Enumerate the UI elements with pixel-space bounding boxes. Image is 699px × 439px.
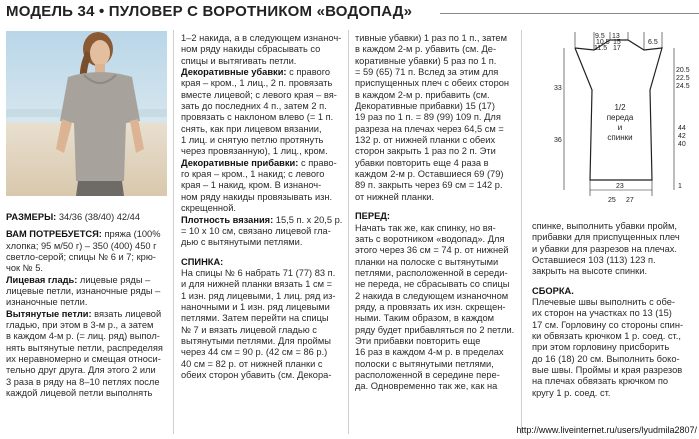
column-3 bbox=[355, 33, 514, 393]
diagram-bottom-label: 25 bbox=[608, 197, 616, 204]
c3-text-11: убавки повторить еще 4 раза в bbox=[355, 157, 489, 168]
inc-text-3: ном ряду накиды провязывать изн. bbox=[181, 191, 333, 202]
diagram-bottom-label: 27 bbox=[626, 197, 634, 204]
column-divider bbox=[348, 30, 349, 434]
back-label: СПИНКА: bbox=[181, 256, 224, 267]
diagram-top-label: 6.5 bbox=[648, 39, 658, 46]
front-text-11: 16 раз в каждом 4-м р. в пределах bbox=[355, 347, 504, 358]
front-text-10: Эти прибавки повторить еще bbox=[355, 335, 481, 346]
diagram-left-label: 33 bbox=[554, 85, 562, 92]
back-text-7: через 44 см = 90 р. (42 см = 86 р.) bbox=[181, 347, 328, 358]
diagram-top-label: 11.5 bbox=[594, 45, 608, 52]
front-text-12: полоски с вытянутыми петлями, bbox=[355, 358, 494, 369]
smooth-text-1: лицевые петли, изнаночные ряды – bbox=[6, 286, 161, 297]
intro-text-1: ном ряду накиды сбрасывать со bbox=[181, 44, 321, 55]
c3-text-2: коративные убавки) 5 раз по 1 п. bbox=[355, 55, 497, 66]
assembly-text-5: до 16 (18) 20 см. Выполнить боко- bbox=[532, 353, 680, 364]
front-text-8: ными. Таким образом, в каждом bbox=[355, 313, 495, 324]
back-text-1: и для нижней планки вязать 1 см = bbox=[181, 279, 333, 290]
assembly-text-7: на плечах обвязать крючком по bbox=[532, 376, 669, 387]
intro-text-0: 1–2 накида, а в следующем изнаноч- bbox=[181, 33, 342, 43]
diagram-panel-label-line: 1/2 bbox=[614, 103, 626, 112]
density-label: Плотность вязания: bbox=[181, 214, 274, 225]
watermark-url[interactable]: http://www.liveinternet.ru/users/lyudmila2807/ bbox=[516, 425, 697, 435]
diagram-top-label: 9.5 bbox=[595, 33, 605, 40]
assembly-text-4: при этом горловину присборить bbox=[532, 342, 670, 353]
loops-text-5: тельно друг друга. Для этого 2 или bbox=[6, 365, 156, 376]
smooth-text-0: лицевые ряды – bbox=[77, 274, 151, 285]
diagram-top-label: 17 bbox=[613, 45, 621, 52]
assembly-text-2: 17 см. Горловину со стороны спин- bbox=[532, 319, 684, 330]
front-text-13: расположенной в середине пере- bbox=[355, 369, 500, 380]
diagram-right-label: 20.5 bbox=[676, 67, 690, 74]
density-text-2: дью с вытянутыми петлями. bbox=[181, 237, 303, 248]
back-text-4: петлями. Затем перейти на спицы bbox=[181, 313, 329, 324]
model-photo bbox=[6, 31, 167, 196]
dec-text-4: провязать с наклоном влево (= 1 п. bbox=[181, 112, 334, 123]
c4-text-2: и убавки для разрезов на плечах. bbox=[532, 243, 678, 254]
c3-text-3: = 59 (65) 71 п. Вслед за этим для bbox=[355, 67, 499, 78]
diagram-top-label: 10.5 bbox=[596, 39, 610, 46]
needs-text-0: пряжа (100% bbox=[101, 229, 161, 240]
c4-text-4: закрыть на высоте спинки. bbox=[532, 266, 648, 277]
density-text-1: = 10 х 10 см, связано лицевой гла- bbox=[181, 225, 331, 236]
c3-text-5: в каждом 2-м р. прибавить (см. bbox=[355, 89, 490, 100]
dec-text-3: зать до последних 4 п., затем 2 п. bbox=[181, 101, 327, 112]
column-4 bbox=[532, 221, 683, 399]
diagram-right-label: 1 bbox=[678, 183, 682, 190]
front-text-5: не переда, не сбрасывать со спицы bbox=[355, 279, 510, 290]
loops-text-2: в каждом 4-м р. (= лиц. ряд) выпол- bbox=[6, 331, 160, 342]
sizes-value: 34/36 (38/40) 42/44 bbox=[58, 212, 141, 222]
assembly-text-1: их сторон на участках по 13 (15) bbox=[532, 308, 672, 319]
front-text-14: да. Одновременно так же, как на bbox=[355, 381, 498, 392]
assembly-text-6: вые швы. Проймы и края разрезов bbox=[532, 365, 683, 376]
needs-line-0 bbox=[6, 229, 163, 240]
diagram-right-label: 44 bbox=[678, 125, 686, 132]
smooth-text-2: изнаночные петли. bbox=[6, 297, 88, 308]
intro-text-2: спицы и вытягивать петли. bbox=[181, 55, 297, 66]
front-text-6: 2 накида в следующем изнаночном bbox=[355, 290, 509, 301]
page-header bbox=[0, 0, 699, 26]
photo-illustration bbox=[6, 31, 167, 196]
loops-text-4: их неравномерно и смещая относи- bbox=[6, 354, 161, 365]
c3-text-1: в каждом 2-м р. убавить (см. Де- bbox=[355, 44, 497, 55]
inc-line-0 bbox=[181, 158, 342, 169]
front-text-9: ряду будет прибавляться по 2 петли. bbox=[355, 324, 515, 335]
back-text-0: На спицы № 6 набрать 71 (77) 83 п. bbox=[181, 267, 336, 278]
c3-text-9: 132 р. от нижней планки с обеих bbox=[355, 135, 496, 146]
loops-text-7: каждой лицевой петли выполнять bbox=[6, 388, 153, 399]
diagram-panel-label bbox=[607, 103, 634, 142]
c3-text-6: Декоративные прибавки) 15 (17) bbox=[355, 101, 495, 112]
c3-text-12: каждом 2-м р. Оставшиеся 69 (79) bbox=[355, 169, 504, 180]
pattern-diagram bbox=[540, 30, 696, 210]
column-divider bbox=[173, 30, 174, 434]
front-text-7: ряду, а провязать их изн. скрещен- bbox=[355, 301, 506, 312]
c3-text-13: 89 п. закрыть через 69 см = 142 р. bbox=[355, 180, 503, 191]
dec-line-0 bbox=[181, 67, 342, 78]
front-text-2: этого через 36 см = 74 р. от нижней bbox=[355, 245, 509, 256]
loops-label: Вытянутые петли: bbox=[6, 308, 92, 319]
loops-text-1: гладью, при этом в 3-м р., а затем bbox=[6, 320, 154, 331]
assembly-text-8: кругу 1 р. соед. ст. bbox=[532, 387, 611, 398]
density-line-0 bbox=[181, 215, 342, 226]
column-divider bbox=[521, 30, 522, 434]
pattern-schematic bbox=[540, 30, 696, 210]
back-text-6: вытянутыми петлями. Для проймы bbox=[181, 335, 331, 346]
diagram-top-label: 15 bbox=[613, 39, 621, 46]
diagram-bottom-label: 23 bbox=[616, 183, 624, 190]
needs-label: ВАМ ПОТРЕБУЕТСЯ: bbox=[6, 229, 102, 240]
diagram-right-label: 42 bbox=[678, 133, 686, 140]
density-text-0: 15,5 п. х 20,5 р. bbox=[273, 214, 343, 225]
front-text-1: зать с воротником «водопад». Для bbox=[355, 233, 505, 244]
inc-text-1: го края – кром., 1 накид; с левого bbox=[181, 169, 325, 180]
c3-text-4: приспущенных плеч с обеих сторон bbox=[355, 78, 510, 89]
needs-text-3: чок № 5. bbox=[6, 263, 43, 274]
c3-text-8: разреза на плечах через 64,5 см = bbox=[355, 123, 504, 134]
dec-text-5: снять, как при лицевом вязании, bbox=[181, 123, 322, 134]
diagram-right-label: 22.5 bbox=[676, 75, 690, 82]
dec-text-1: края – кром., 1 лиц., 2 п. провязать bbox=[181, 78, 333, 89]
column-1 bbox=[6, 212, 163, 400]
sizes-label: РАЗМЕРЫ: bbox=[6, 212, 57, 222]
diagram-panel-label-line: спинки bbox=[607, 133, 633, 142]
back-text-3: наночными и 1 изн. ряд лицевыми bbox=[181, 301, 330, 312]
inc-label: Декоративные прибавки: bbox=[181, 157, 299, 168]
c4-text-3: Оставшиеся 103 (113) 123 п. bbox=[532, 255, 656, 266]
diagram-panel-label-line: переда bbox=[606, 113, 634, 122]
diagram-right-label: 24.5 bbox=[676, 83, 690, 90]
sizes-line bbox=[6, 212, 163, 223]
back-text-2: 1 изн. ряд лицевыми, 1 лиц. ряд из- bbox=[181, 290, 336, 301]
back-text-8: 40 см = 82 р. от нижней планки с bbox=[181, 358, 323, 369]
assembly-text-3: ки обвязать крючком 1 р. соед. ст., bbox=[532, 331, 681, 342]
diagram-left-label: 36 bbox=[554, 137, 562, 144]
c3-text-14: от нижней планки. bbox=[355, 191, 435, 202]
smooth-label: Лицевая гладь: bbox=[6, 274, 78, 285]
inc-text-2: края – 1 накид, кром. В изнаноч- bbox=[181, 180, 322, 191]
back-text-5: № 7 и вязать лицевой гладью с bbox=[181, 324, 317, 335]
c3-text-7: 19 раз по 1 п. = 89 (99) 109 п. Для bbox=[355, 112, 501, 123]
front-text-0: Начать так же, как спинку, но вя- bbox=[355, 222, 496, 233]
back-text-9: обеих сторон убавить (см. Декора- bbox=[181, 369, 332, 380]
c3-text-0: тивные убавки) 1 раз по 1 п., затем bbox=[355, 33, 507, 43]
loops-line-0 bbox=[6, 309, 163, 320]
loops-text-3: нять вытянутые петли, распределяя bbox=[6, 342, 163, 353]
needs-text-1: хлопка; 95 м/50 г) – 350 (400) 450 г bbox=[6, 240, 157, 251]
column-2 bbox=[181, 33, 342, 381]
dec-text-7: через провязанную), 1 лиц., кром. bbox=[181, 146, 328, 157]
header-rule bbox=[440, 13, 699, 14]
dec-label: Декоративные убавки: bbox=[181, 67, 287, 78]
diagram-top-label: 13 bbox=[612, 33, 620, 40]
front-text-3: планки на полоске с вытянутыми bbox=[355, 256, 499, 267]
needs-text-2: светло-серой; спицы № 6 и 7; крю- bbox=[6, 252, 156, 263]
c4-text-1: прибавки для приспущенных плеч bbox=[532, 232, 680, 243]
loops-text-6: 3 раза в ряду на 8–10 петлях после bbox=[6, 376, 160, 387]
dec-text-2: вместе лицевой; с левого края – вя- bbox=[181, 89, 337, 100]
inc-text-4: скрещенной. bbox=[181, 203, 236, 214]
dec-text-6: 1 лиц. и снятую петлю протянуть bbox=[181, 135, 324, 146]
dec-text-0: с правого bbox=[286, 67, 331, 78]
assembly-label: СБОРКА. bbox=[532, 285, 574, 296]
smooth-line-0 bbox=[6, 275, 163, 286]
front-label: ПЕРЕД: bbox=[355, 211, 391, 222]
inc-text-0: с право- bbox=[298, 157, 337, 168]
diagram-panel-label-line: и bbox=[617, 123, 623, 132]
assembly-text-0: Плечевые швы выполнить с обе- bbox=[532, 297, 675, 308]
page-title: МОДЕЛЬ 34 • ПУЛОВЕР С ВОРОТНИКОМ «ВОДОПАД» bbox=[6, 3, 413, 20]
loops-text-0: вязать лицевой bbox=[91, 308, 162, 319]
c3-text-10: сторон закрыть 1 раз по 2 п. Эти bbox=[355, 146, 496, 157]
diagram-right-label: 40 bbox=[678, 141, 686, 148]
front-text-4: петлями, расположенной в середи- bbox=[355, 267, 508, 278]
c4-text-0: спинке, выполнить убавки пройм, bbox=[532, 221, 677, 231]
